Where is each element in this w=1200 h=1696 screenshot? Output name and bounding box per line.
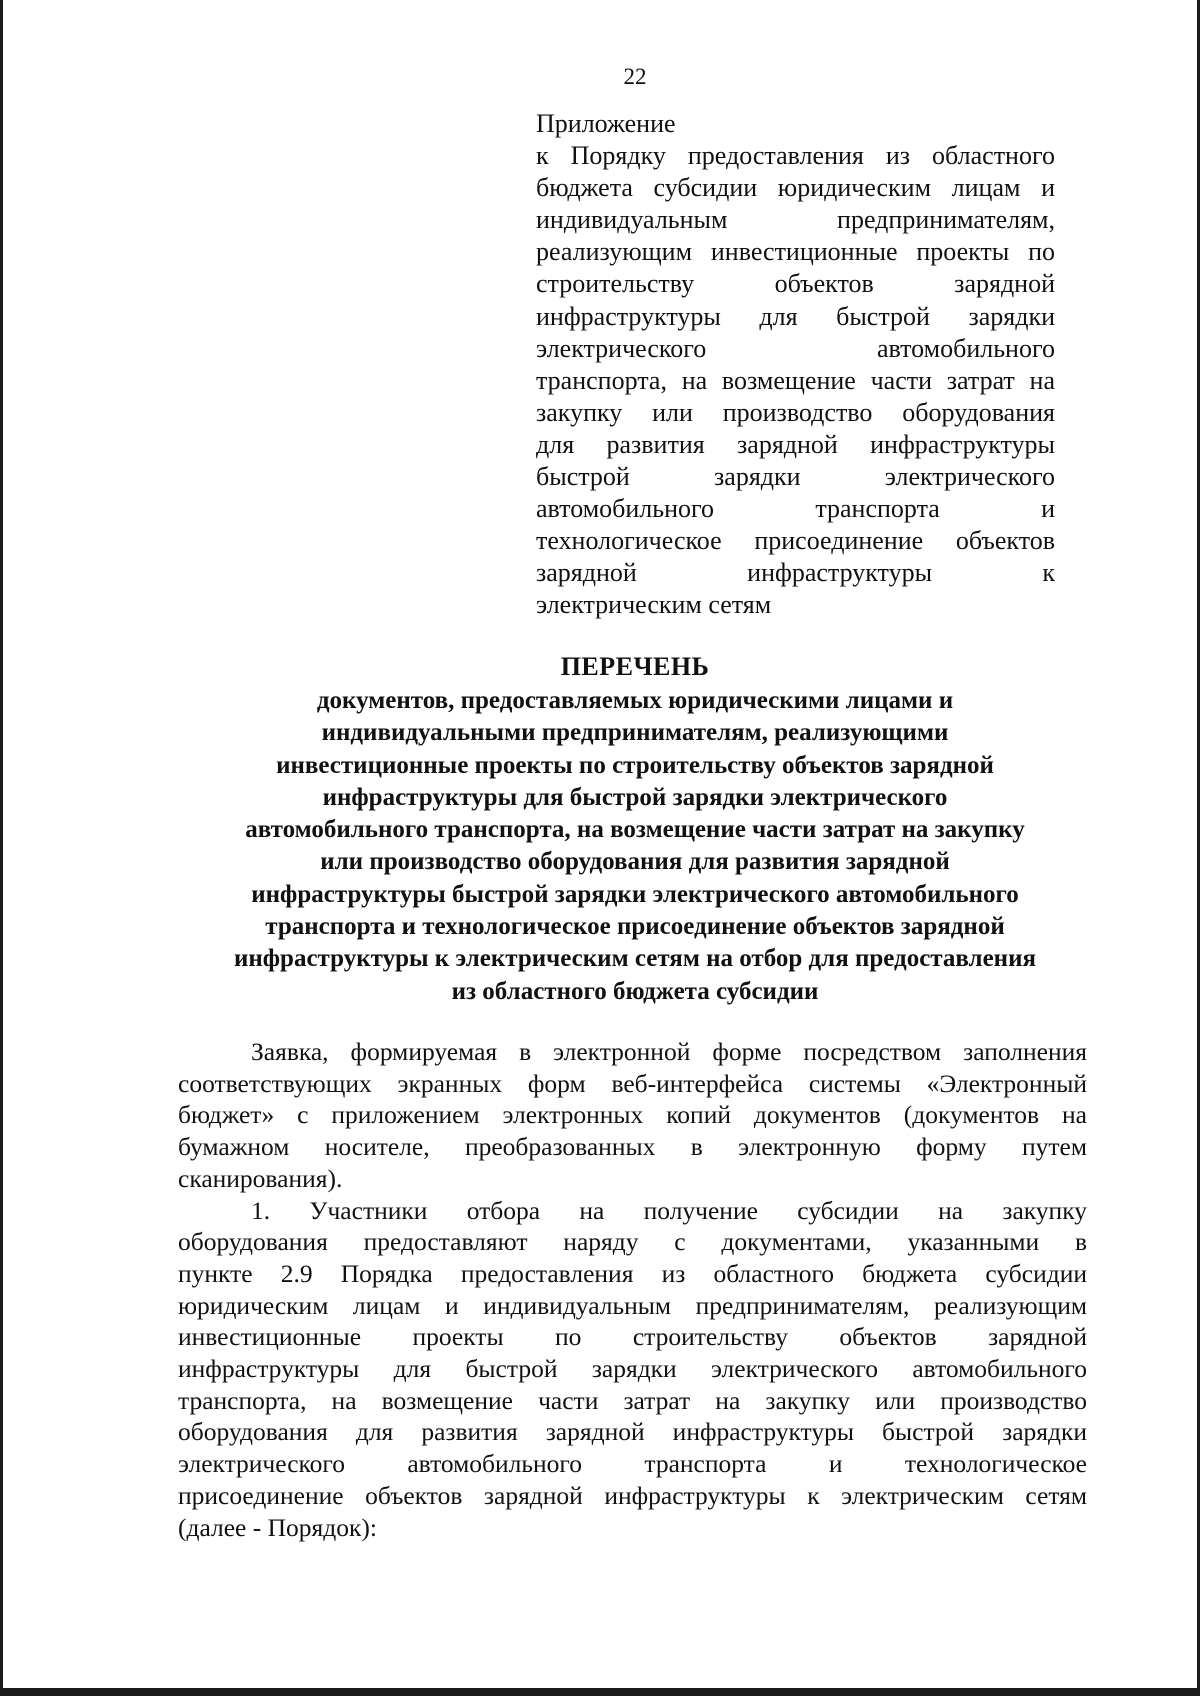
list-subtitle-line: инвестиционные проекты по строительству объектов зарядной — [276, 751, 994, 779]
appendix-line: электрического автомобильного — [536, 333, 1055, 363]
appendix-line: транспорта, на возмещение части затрат на — [536, 365, 1055, 395]
appendix-line: для развития зарядной инфраструктуры — [536, 429, 1055, 459]
paragraph-2-line: пункте 2.9 Порядка предоставления из областного бюджета субсидии — [178, 1258, 1087, 1288]
paragraph-2-line: 1. Участники отбора на получение субсидии на закупку — [251, 1195, 1087, 1225]
paragraph-1-line: соответствующих экранных форм веб-интерфейса системы «Электронный — [178, 1068, 1087, 1098]
paragraph-1-line: Заявка, формируемая в электронной форме посредством заполнения — [251, 1037, 1087, 1066]
appendix-line: электрическим сетям — [536, 590, 772, 620]
paragraph-1-line: бумажном носителе, преобразованных в электронную форму путем — [178, 1132, 1087, 1162]
list-subtitle-line: транспорта и технологическое присоединение объектов зарядной — [265, 913, 1005, 941]
paragraph-2-line: электрического автомобильного транспорта и технологическое — [178, 1449, 1087, 1479]
paragraph-2-line: оборудования для развития зарядной инфраструктуры быстрой зарядки — [178, 1417, 1087, 1447]
appendix-line: закупку или производство оборудования — [536, 397, 1055, 427]
list-subtitle-line: автомобильного транспорта, на возмещение части затрат на закупку — [245, 816, 1025, 844]
list-subtitle-line: документов, предоставляемых юридическими лицами и — [316, 687, 954, 714]
list-subtitle — [170, 685, 1100, 1008]
list-subtitle-line: инфраструктуры для быстрой зарядки электрического — [322, 783, 948, 811]
appendix-line: строительству объектов зарядной — [536, 269, 1055, 299]
page-border-left — [0, 0, 3, 1696]
appendix-line: технологическое присоединение объектов — [536, 526, 1055, 556]
appendix-line: индивидуальным предпринимателям, — [536, 205, 1055, 235]
paragraph-2-line: присоединение объектов зарядной инфраструктуры к электрическим сетям — [178, 1480, 1087, 1510]
paragraph-2-line: (далее - Порядок): — [178, 1512, 377, 1542]
appendix-line: бюджета субсидии юридическим лицам и — [536, 173, 1055, 203]
appendix-line: инфраструктуры для быстрой зарядки — [536, 301, 1055, 331]
list-subtitle-line: индивидуальными предпринимателям, реализующими — [321, 719, 949, 747]
appendix-title: Приложение — [536, 109, 676, 138]
paragraph-1-line: сканирования). — [178, 1163, 343, 1193]
appendix-block — [536, 108, 1055, 622]
paragraph-2-line: юридическим лицам и индивидуальным предпринимателям, реализующим — [178, 1290, 1087, 1320]
appendix-line: зарядной инфраструктуры к — [536, 558, 1055, 588]
paragraph-2-line: транспорта, на возмещение части затрат на закупку или производство — [178, 1385, 1087, 1415]
paragraph-2-line: инвестиционные проекты по строительству объектов зарядной — [178, 1322, 1087, 1352]
appendix-line: к Порядку предоставления из областного — [536, 141, 1055, 171]
paragraph-1-line: бюджет» с приложением электронных копий документов (документов на — [178, 1100, 1087, 1130]
body-text — [178, 1036, 1087, 1543]
appendix-line: автомобильного транспорта и — [536, 494, 1055, 524]
list-title: ПЕРЕЧЕНЬ — [560, 652, 710, 681]
appendix-line: быстрой зарядки электрического — [536, 462, 1055, 492]
list-subtitle-line: инфраструктуры к электрическим сетям на отбор для предоставления — [233, 945, 1037, 973]
paragraph-2-line: оборудования предоставляют наряду с документами, указанными в — [178, 1227, 1087, 1257]
list-subtitle-line: инфраструктуры быстрой зарядки электрического автомобильного — [251, 880, 1019, 908]
page-border-bottom — [0, 1688, 1200, 1696]
list-subtitle-line: из областного бюджета субсидии — [451, 977, 819, 1005]
paragraph-2-line: инфраструктуры для быстрой зарядки электрического автомобильного — [178, 1354, 1087, 1384]
page-number: 22 — [623, 64, 647, 89]
appendix-line: реализующим инвестиционные проекты по — [536, 237, 1055, 267]
list-subtitle-line: или производство оборудования для развития зарядной — [320, 848, 950, 876]
